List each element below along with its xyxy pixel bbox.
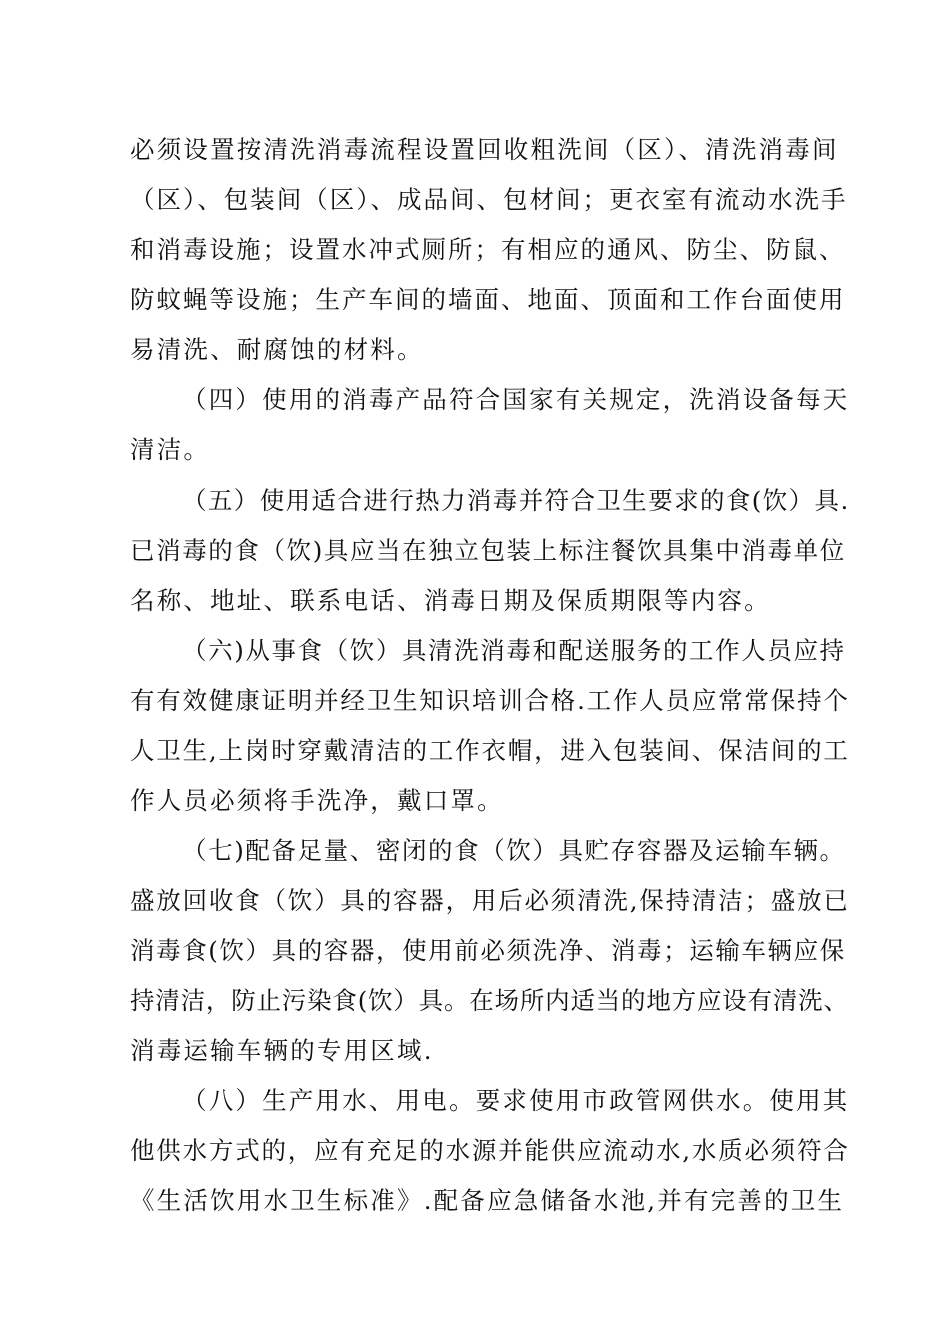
paragraph-start-line: （五）使用适合进行热力消毒并符合卫生要求的食(饮）具. bbox=[182, 486, 850, 515]
body-text-line: 防蚊蝇等设施；生产车间的墙面、地面、顶面和工作台面使用 bbox=[130, 285, 846, 314]
body-text-line: 持清洁，防止污染食(饮）具。在场所内适当的地方应设有清洗、 bbox=[130, 986, 849, 1015]
paragraph-start-line: （四）使用的消毒产品符合国家有关规定，洗消设备每天 bbox=[182, 385, 850, 414]
body-text-line: 消毒运输车辆的专用区域. bbox=[130, 1036, 434, 1065]
paragraph-start-line: （六)从事食（饮）具清洗消毒和配送服务的工作人员应持 bbox=[182, 636, 846, 665]
body-text-line: 名称、地址、联系电话、消毒日期及保质期限等内容。 bbox=[130, 586, 771, 615]
paragraph-start-line: （八）生产用水、用电。要求使用市政管网供水。使用其 bbox=[182, 1086, 850, 1115]
body-text-line: 易清洗、耐腐蚀的材料。 bbox=[130, 335, 424, 364]
body-text-line: 人卫生,上岗时穿戴清洁的工作衣帽，进入包装间、保洁间的工 bbox=[130, 736, 850, 765]
body-text-line: 必须设置按清洗消毒流程设置回收粗洗间（区）、清洗消毒间 bbox=[130, 135, 839, 164]
body-text-line: 清洁。 bbox=[130, 435, 211, 464]
body-text-line: 消毒食(饮）具的容器，使用前必须洗净、消毒；运输车辆应保 bbox=[130, 936, 846, 965]
body-text-line: （区）、包装间（区）、成品间、包材间；更衣室有流动水洗手 bbox=[130, 185, 848, 214]
body-text-line: 他供水方式的，应有充足的水源并能供应流动水,水质必须符合 bbox=[130, 1136, 850, 1165]
body-text-line: 作人员必须将手洗净，戴口罩。 bbox=[130, 786, 504, 815]
body-text-line: 已消毒的食（饮)具应当在独立包装上标注餐饮具集中消毒单位 bbox=[130, 536, 846, 565]
body-text-line: 和消毒设施；设置水冲式厕所；有相应的通风、防尘、防鼠、 bbox=[130, 235, 846, 264]
body-text-line: 盛放回收食（饮）具的容器，用后必须清洗,保持清洁；盛放已 bbox=[130, 886, 850, 915]
body-text-line: 有有效健康证明并经卫生知识培训合格.工作人员应常常保持个 bbox=[130, 686, 850, 715]
paragraph-start-line: （七)配备足量、密闭的食（饮）具贮存容器及运输车辆。 bbox=[182, 836, 846, 865]
body-text-line: 《生活饮用水卫生标准》.配备应急储备水池,并有完善的卫生 bbox=[130, 1186, 845, 1215]
